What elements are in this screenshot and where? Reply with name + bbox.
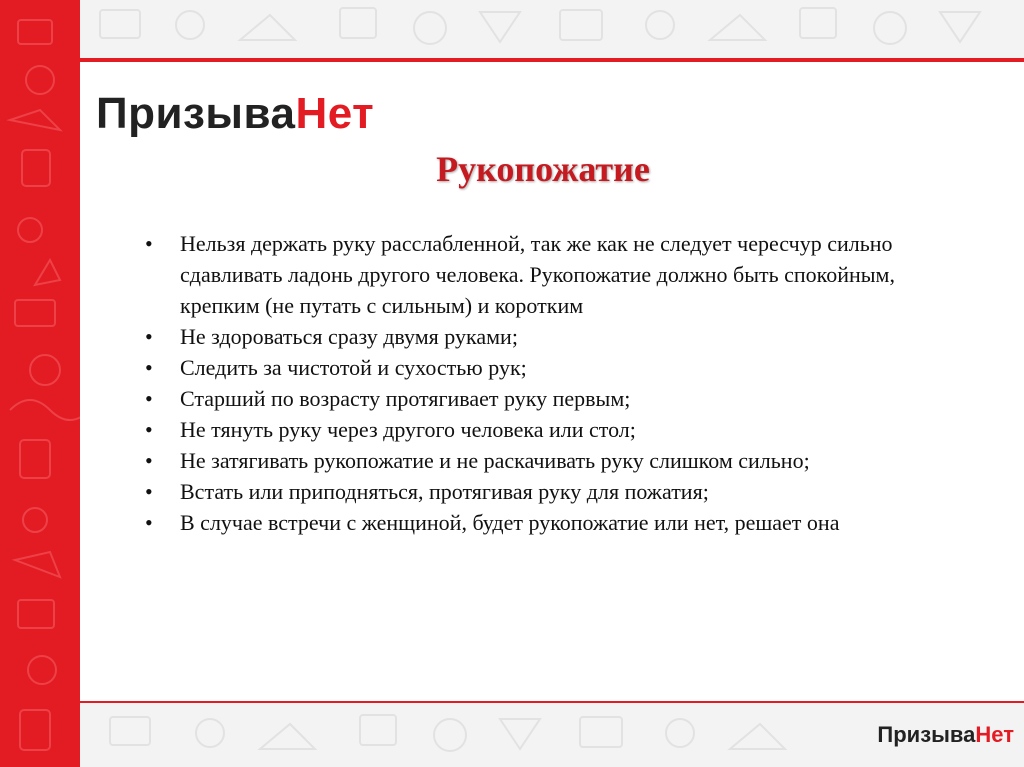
list-item-text: Нельзя держать руку расслабленной, так же как не следует чересчур сильно сдавливать ладонь другого человека. Рукопожатие должно быть спокойным, крепким (не путать с сильным) и коротким — [180, 231, 895, 318]
list-item-text: Не тянуть руку через другого человека или стол; — [180, 417, 636, 442]
list-item-text: Встать или приподняться, протягивая руку для пожатия; — [180, 479, 709, 504]
footer-logo-part1: Призыва — [877, 722, 976, 747]
top-doodle-pattern-icon — [80, 0, 1024, 60]
brand-logo-part1: Призыва — [96, 89, 296, 138]
list-item — [140, 476, 940, 507]
list-item-text: Не здороваться сразу двумя руками; — [180, 324, 518, 349]
doodle-pattern-icon — [0, 0, 80, 767]
bullet-icon: • — [145, 355, 153, 380]
list-item — [140, 352, 940, 383]
list-item — [140, 383, 940, 414]
slide-title: Рукопожатие — [436, 149, 650, 189]
brand-logo-part2: Нет — [295, 89, 375, 138]
list-item — [140, 228, 940, 321]
bullet-icon: • — [145, 417, 153, 442]
bullet-icon: • — [145, 510, 153, 535]
list-item-text: В случае встречи с женщиной, будет рукопожатие или нет, решает она — [180, 510, 840, 535]
footer-logo-part2: Нет — [975, 722, 1014, 747]
bullet-icon: • — [145, 324, 153, 349]
bullet-icon: • — [145, 479, 153, 504]
list-item-text: Старший по возрасту протягивает руку первым; — [180, 386, 631, 411]
bullet-icon: • — [145, 231, 153, 256]
bullet-icon: • — [145, 386, 153, 411]
list-item — [140, 321, 940, 352]
list-item-text: Не затягивать рукопожатие и не раскачивать руку слишком сильно; — [180, 448, 810, 473]
list-item — [140, 445, 940, 476]
bullet-list — [140, 228, 940, 538]
top-pattern-band — [80, 0, 1024, 60]
list-item — [140, 414, 940, 445]
brand-logo — [96, 86, 374, 142]
left-red-band — [0, 0, 80, 767]
list-item — [140, 507, 940, 538]
bullet-icon: • — [145, 448, 153, 473]
list-item-text: Следить за чистотой и сухостью рук; — [180, 355, 527, 380]
footer-brand-logo — [877, 722, 1014, 748]
